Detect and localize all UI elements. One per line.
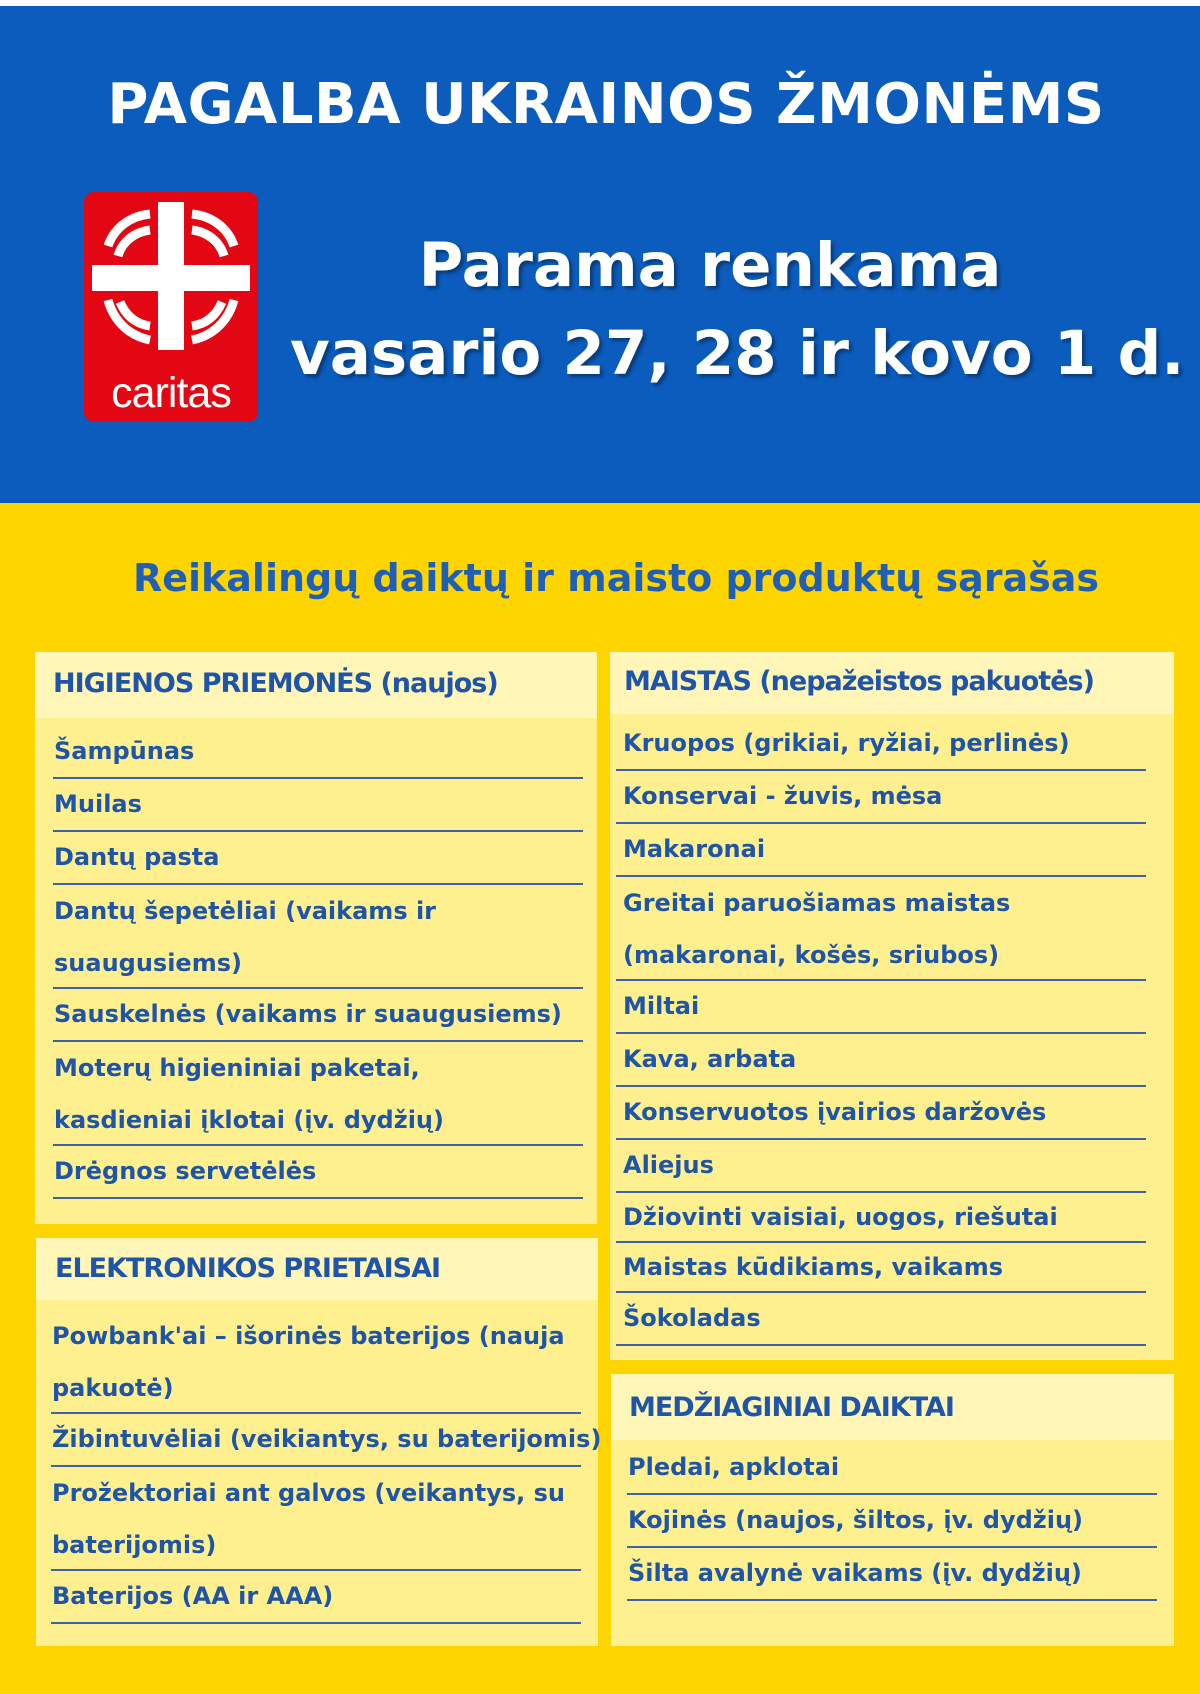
material-list: [627, 1442, 1157, 1601]
list-item: Kruopos (grikiai, ryžiai, perlinės): [616, 718, 1146, 771]
list-item: Šilta avalynė vaikams (įv. dydžių): [627, 1548, 1157, 1601]
list-item: Dantų pasta: [53, 832, 583, 885]
list-item: Kava, arbata: [616, 1034, 1146, 1087]
hygiene-list-wrap: [53, 726, 583, 1199]
list-item: Konservuotos įvairios daržovės: [616, 1087, 1146, 1140]
caritas-logo-text: caritas: [111, 369, 231, 417]
list-item: Sauskelnės (vaikams ir suaugusiems): [53, 989, 583, 1042]
list-item: Maistas kūdikiams, vaikams: [616, 1243, 1146, 1293]
list-item: Miltai: [616, 981, 1146, 1034]
caritas-cross-icon: [84, 192, 258, 372]
list-item: Konservai - žuvis, mėsa: [616, 771, 1146, 824]
header-banner: [0, 0, 1200, 503]
electronics-panel-title: ELEKTRONIKOS PRIETAISAI: [55, 1253, 441, 1284]
collection-dates: [290, 222, 1185, 398]
list-item: Makaronai: [616, 824, 1146, 877]
list-item: Aliejus: [616, 1140, 1146, 1193]
food-panel-header: [610, 652, 1174, 714]
list-item: Prožektoriai ant galvos (veikantys, su baterijomis): [52, 1479, 566, 1559]
list-item: Kojinės (naujos, šiltos, įv. dydžių): [627, 1495, 1157, 1548]
list-item: Pledai, apklotai: [627, 1442, 1157, 1495]
top-edge: [0, 0, 1200, 6]
dates-line-2: vasario 27, 28 ir kovo 1 d.: [290, 318, 1185, 389]
hygiene-panel-title: HIGIENOS PRIEMONĖS (naujos): [53, 668, 498, 699]
material-panel-title: MEDŽIAGINIAI DAIKTAI: [629, 1392, 954, 1423]
caritas-logo: [84, 192, 258, 422]
list-item: Šokoladas: [616, 1293, 1146, 1346]
dates-line-1: Parama renkama: [418, 230, 1002, 301]
list-item: Powbank'ai – išorinės baterijos (nauja pakuotė): [52, 1322, 565, 1402]
list-item: Muilas: [53, 779, 583, 832]
material-panel-header: [611, 1374, 1174, 1440]
list-item: Drėgnos servetėlės: [53, 1146, 583, 1199]
food-panel-title: MAISTAS (nepažeistos pakuotės): [624, 666, 1094, 697]
food-list: [616, 718, 1146, 1346]
electronics-list: [51, 1310, 602, 1624]
list-item: Žibintuvėliai (veikiantys, su baterijomis): [51, 1414, 581, 1467]
list-item: Moterų higieniniai paketai, kasdieniai įklotai (įv. dydžių): [54, 1054, 444, 1134]
list-title: Reikalingų daiktų ir maisto produktų sąrašas: [132, 556, 1100, 600]
list-item: Baterijos (AA ir AAA): [51, 1571, 581, 1624]
hygiene-panel-header: [35, 652, 597, 718]
list-item: Dantų šepetėliai (vaikams ir suaugusiems): [54, 897, 437, 977]
list-item: Šampūnas: [53, 726, 583, 779]
page-title: PAGALBA UKRAINOS ŽMONĖMS: [107, 72, 1105, 137]
list-item: Greitai paruošiamas maistas (makaronai, košės, sriubos): [623, 889, 1011, 969]
list-item: Džiovinti vaisiai, uogos, riešutai: [616, 1193, 1146, 1243]
electronics-panel-header: [36, 1238, 598, 1300]
